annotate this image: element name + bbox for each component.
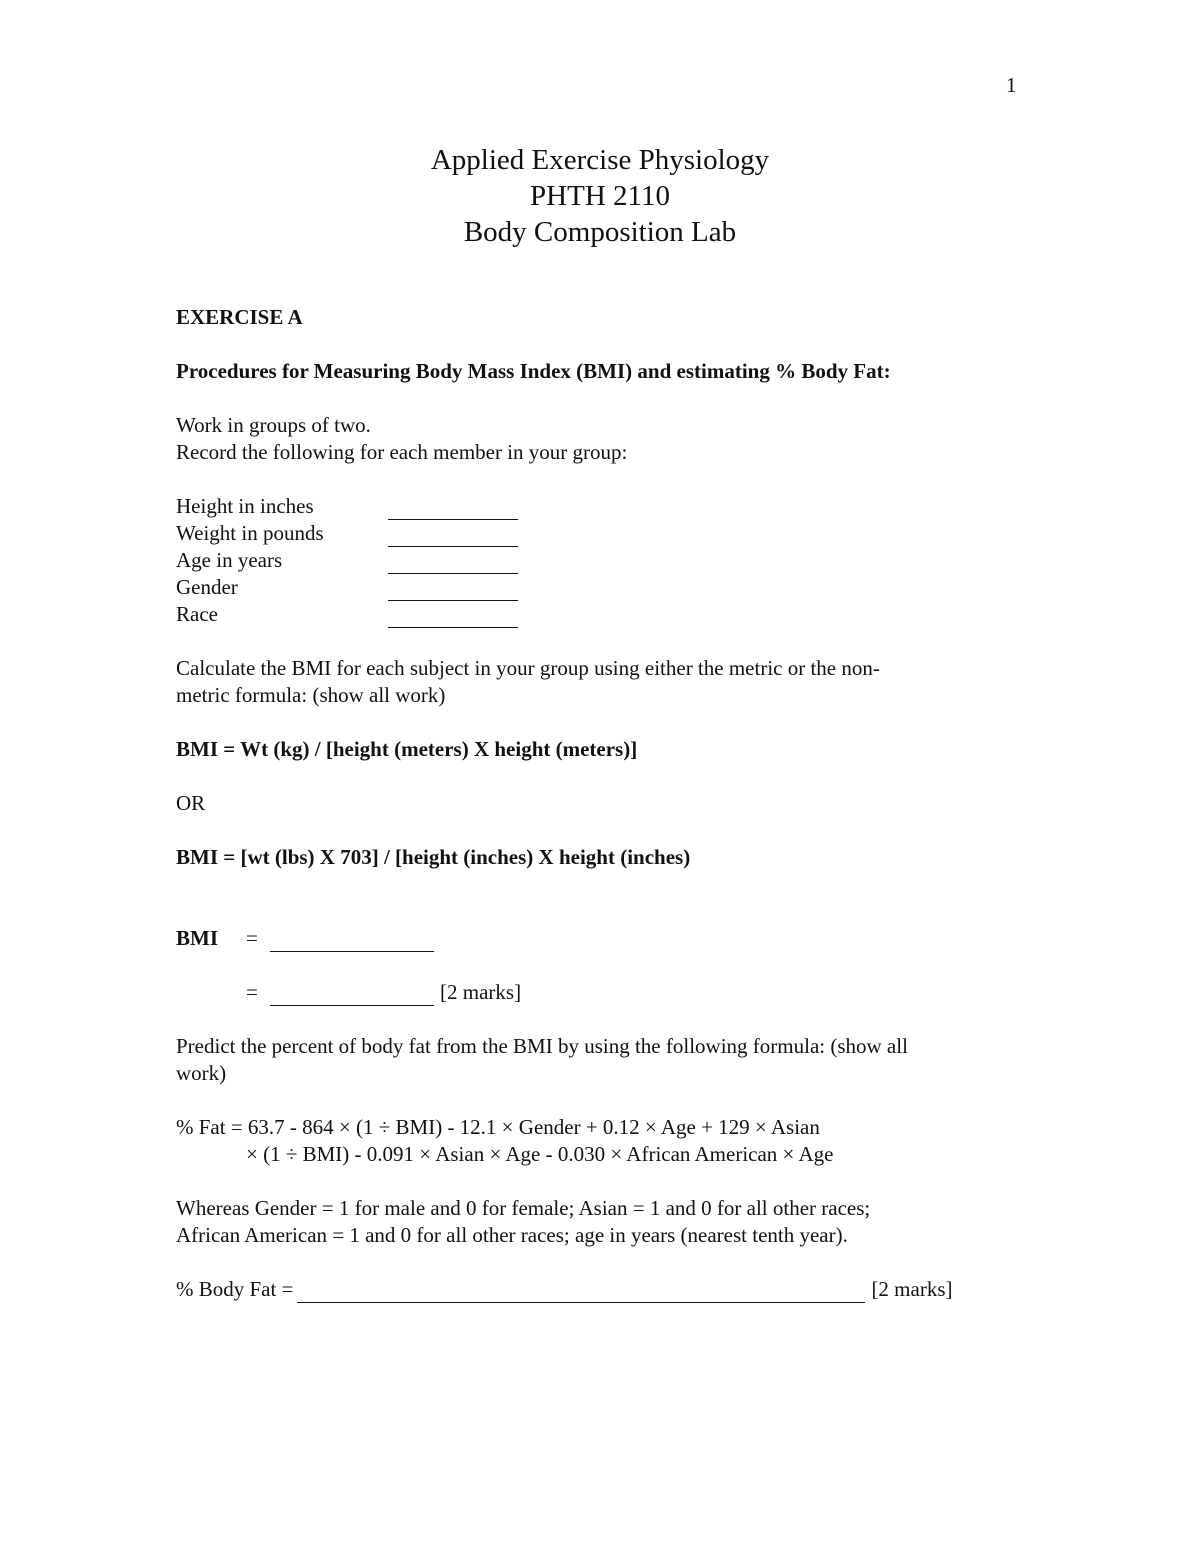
field-row-weight [176,520,1036,547]
marks-label: [2 marks] [871,1277,953,1301]
field-row-height [176,493,1036,520]
whereas-line: Whereas Gender = 1 for male and 0 for female; Asian = 1 and 0 for all other races; [176,1196,871,1220]
field-row-age [176,547,1036,574]
height-blank[interactable] [388,501,518,520]
calc-instruction: Calculate the BMI for each subject in your group using either the metric or the non- [176,656,880,680]
lab-name: Body Composition Lab [463,216,737,248]
calc-instruction: metric formula: (show all work) [176,683,446,707]
or-text: OR [176,791,206,815]
instruction-line: Record the following for each member in your group: [176,440,628,464]
field-row-gender [176,574,1036,601]
fat-formula-line: × (1 ÷ BMI) - 0.091 × Asian × Age - 0.030 × African American × Age [246,1142,834,1166]
course-code: PHTH 2110 [530,180,670,212]
field-label: Gender [176,575,238,599]
field-row-race [176,601,1036,628]
course-name: Applied Exercise Physiology [430,144,770,176]
bmi-blank[interactable] [270,933,434,952]
page-number: 1 [1006,73,1017,97]
field-label: Height in inches [176,494,314,518]
procedures-heading: Procedures for Measuring Body Mass Index (BMI) and estimating % Body Fat: [176,359,891,383]
gender-blank[interactable] [388,582,518,601]
fat-formula-line: % Fat = 63.7 - 864 × (1 ÷ BMI) - 12.1 × Gender + 0.12 × Age + 129 × Asian [176,1115,820,1139]
bmi-blank[interactable] [270,987,434,1006]
instruction-line: Work in groups of two. [176,413,371,437]
field-label: Race [176,602,218,626]
bmi-label: BMI [176,926,218,950]
measurement-fields [176,493,1036,628]
predict-instruction: Predict the percent of body fat from the BMI by using the following formula: (show all [176,1034,908,1058]
race-blank[interactable] [388,609,518,628]
body-fat-label: % Body Fat = [176,1277,294,1301]
age-blank[interactable] [388,555,518,574]
body-fat-blank[interactable] [297,1284,865,1303]
exercise-heading: EXERCISE A [176,305,303,329]
whereas-line: African American = 1 and 0 for all other races; age in years (nearest tenth year). [176,1223,848,1247]
document-body [176,304,1036,1303]
field-label: Weight in pounds [176,521,324,545]
predict-instruction: work) [176,1061,227,1085]
field-label: Age in years [176,548,283,572]
document-title [0,142,1200,250]
bmi-metric-formula: BMI = Wt (kg) / [height (meters) X height (meters)] [176,737,638,761]
equals-sign: = [246,980,258,1004]
weight-blank[interactable] [388,528,518,547]
bmi-answer-row-2 [176,979,1036,1006]
bmi-nonmetric-formula: BMI = [wt (lbs) X 703] / [height (inches) X height (inches) [176,845,691,869]
bmi-answer-row [176,925,1036,952]
marks-label: [2 marks] [440,980,522,1004]
body-fat-answer-row [176,1276,1036,1303]
equals-sign: = [246,926,258,950]
